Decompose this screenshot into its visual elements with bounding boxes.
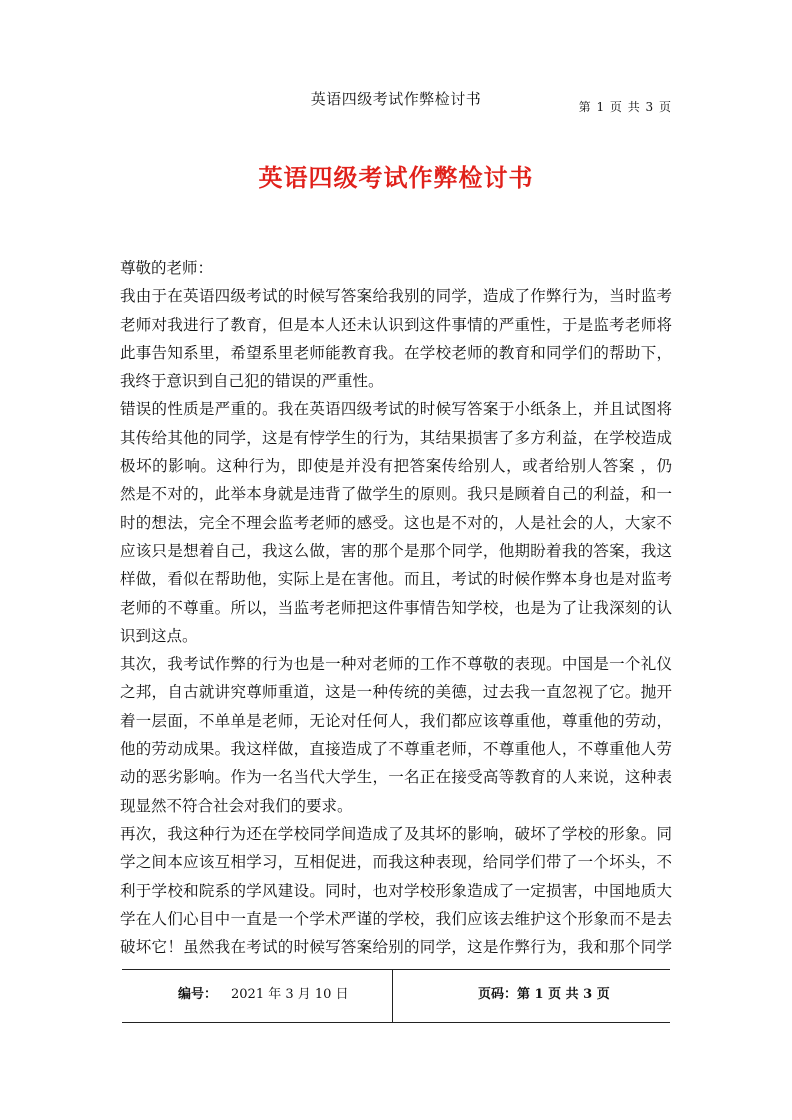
footer-number [178,983,349,1002]
body-line: 老师的不尊重。所以，当监考老师把这件事情告知学校，也是为了让我深刻的认 [120,598,672,617]
body-line: 应该只是想着自己，我这么做，害的那个是那个同学，他期盼着我的答案，我这 [120,541,672,560]
body-line: 学之间本应该互相学习，互相促进，而我这种表现，给同学们带了一个坏头，不 [120,853,672,872]
body-line: 然是不对的，此举本身就是违背了做学生的原则。我只是顾着自己的利益，和一 [120,485,672,504]
body-line: 之邦，自古就讲究尊师重道，这是一种传统的美德，过去我一直忽视了它。抛开 [120,683,672,702]
footer-bottom-rule [122,1022,670,1023]
document-body [120,254,672,961]
body-line: 错误的性质是严重的。我在英语四级考试的时候写答案于小纸条上，并且试图将 [120,400,672,419]
body-line: 其次，我考试作弊的行为也是一种对老师的工作不尊敬的表现。中国是一个礼仪 [120,655,672,674]
body-line: 现显然不符合社会对我们的要求。 [120,796,353,815]
body-line: 利于学校和院系的学风建设。同时，也对学校形象造成了一定损害，中国地质大 [120,881,672,900]
body-line: 着一层面，不单单是老师，无论对任何人，我们都应该尊重他，尊重他的劳动， [120,711,672,730]
body-line: 再次，我这种行为还在学校同学间造成了及其坏的影响，破坏了学校的形象。同 [120,824,672,843]
body-line: 老师对我进行了教育，但是本人还未认识到这件事情的严重性，于是监考老师将 [120,315,672,334]
body-line: 此事告知系里，希望系里老师能教育我。在学校老师的教育和同学们的帮助下， [120,343,672,362]
body-line: 学在人们心目中一直是一个学术严谨的学校，我们应该去维护这个形象而不是去 [120,909,672,928]
header-title: 英语四级考试作弊检讨书 [310,90,482,108]
body-line: 他的劳动成果。我这样做，直接造成了不尊重老师，不尊重他人，不尊重他人劳 [120,740,672,759]
footer-top-rule [122,969,670,970]
body-line: 我由于在英语四级考试的时候写答案给我别的同学，造成了作弊行为，当时监考 [120,287,672,306]
footer-number-value: 2021 年 3 月 10 日 [231,987,349,1002]
body-line: 极坏的影响。这种行为，即使是并没有把答案传给别人，或者给别人答案 ，仍 [120,457,672,476]
footer-divider [392,969,393,1022]
footer-page-label: 页码：第 1 页 共 3 页 [478,987,610,1002]
body-line: 时的想法，完全不理会监考老师的感受。这也是不对的，人是社会的人，大家不 [120,513,672,532]
body-line: 样做，看似在帮助他，实际上是在害他。而且，考试的时候作弊本身也是对监考 [120,570,672,589]
body-line: 我终于意识到自己犯的错误的严重性。 [120,372,384,391]
footer-number-label: 编号： [178,987,218,1002]
header-page-info: 第 1 页 共 3 页 [578,100,672,114]
body-line: 动的恶劣影响。作为一名当代大学生，一名正在接受高等教育的人来说，这种表 [120,768,672,787]
body-line: 尊敬的老师： [120,259,214,277]
body-line: 破坏它！虽然我在考试的时候写答案给别的同学，这是作弊行为，我和那个同学 [120,938,672,957]
body-line: 其传给其他的同学，这是有悖学生的行为，其结果损害了多方利益，在学校造成 [120,428,672,447]
body-line: 识到这点。 [120,626,198,645]
document-title: 英语四级考试作弊检讨书 [258,163,534,192]
